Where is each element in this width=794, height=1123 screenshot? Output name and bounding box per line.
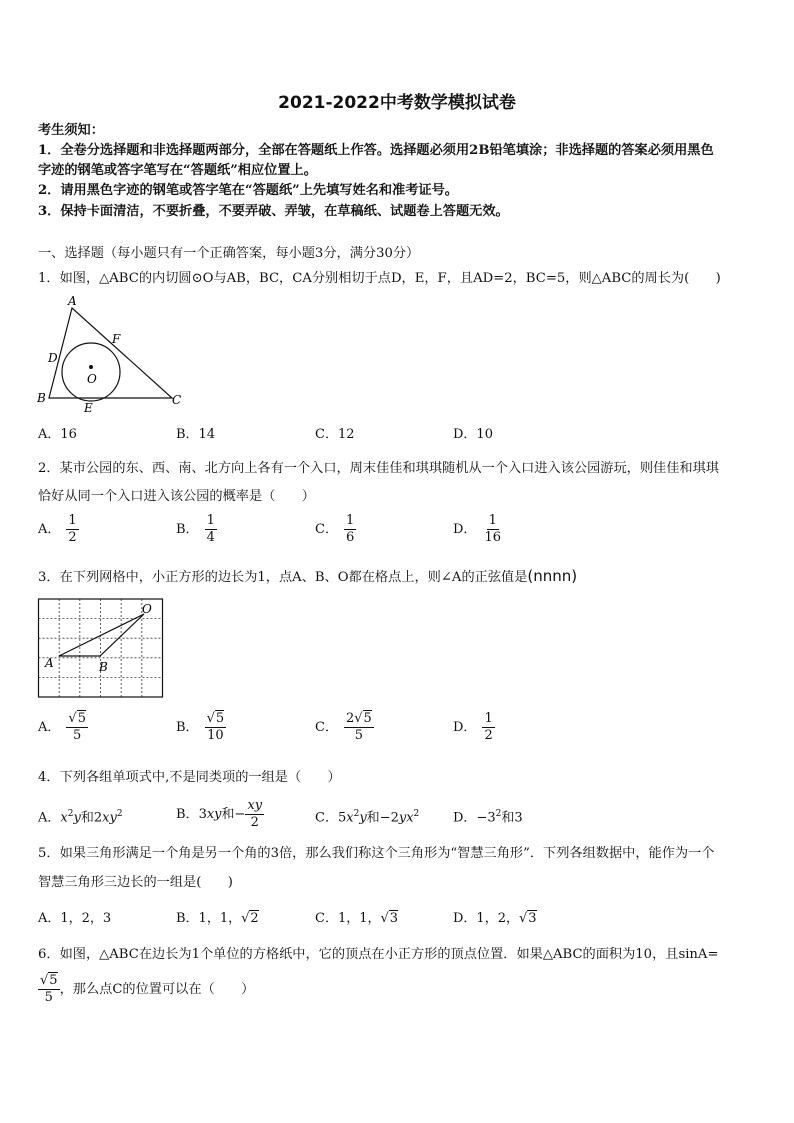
q5-option-a: A．1，2，3 [38, 911, 112, 926]
q3-option-a-letter: A． [38, 720, 61, 735]
q4-option-d-tail: 3 [514, 810, 523, 826]
q4-option-c: C．$5x^2y$和$-2yx^2$ [315, 809, 420, 826]
q5-option-d-rad: 3 [528, 911, 537, 926]
q3-option-d [453, 711, 495, 744]
q2-option-c-fraction [344, 513, 356, 546]
q2-option-d-fraction [482, 513, 503, 546]
q1-stem: 1．如图，△ABC的内切圆⊙O与AB，BC，CA分别相切于点D，E，F，且AD=2，BC=5，则△ABC的周长为( ) [38, 271, 721, 286]
q1-label-c: C [172, 393, 182, 407]
q2-option-c-letter: C． [315, 522, 338, 537]
q1-triangle-figure [34, 292, 189, 416]
q2-option-b-den: 4 [206, 530, 215, 545]
q1-label-b: B [37, 391, 46, 405]
q5-option-c: C．1，1，√3 [315, 911, 399, 926]
q3-stem [38, 566, 577, 588]
q3-option-b-den: 10 [207, 728, 224, 743]
q4-option-d-letter: D． [453, 810, 477, 826]
q1-option-d: D．10 [453, 427, 493, 442]
q4-option-c-and: 和 [366, 810, 380, 826]
q3-triangle [59, 614, 144, 656]
q6-fraction [38, 973, 60, 1006]
q6-fraction-den: 5 [44, 990, 53, 1005]
q4-option-a: A．$x^2y$和$2xy^2$ [38, 809, 123, 826]
q2-option-b-letter: B． [176, 522, 199, 537]
q3-option-a-fraction [66, 711, 88, 744]
q3-option-a-den: 5 [73, 728, 82, 743]
q6-stem-line-2 [38, 973, 254, 1006]
q3-label-a: A [45, 656, 54, 670]
q3-option-b-num: √5 [206, 711, 225, 726]
q1-label-d: D [48, 351, 58, 365]
q2-option-d-den: 16 [484, 530, 501, 545]
q2-option-b-num: 1 [206, 513, 215, 528]
q5-option-d: D．1，2，√3 [453, 911, 537, 926]
q5-option-b-letter: B．1，1， [176, 911, 242, 926]
q3-option-d-letter: D． [453, 720, 477, 735]
q3-option-b-fraction [205, 711, 227, 744]
q4-stem: 4．下列各组单项式中,不是同类项的一组是（ ） [38, 770, 341, 785]
q3-stem-text: 3．在下列网格中，小正方形的边长为1，点A、B、O都在格点上，则∠A的正弦值是 [38, 570, 528, 585]
q4-option-a-and: 和 [80, 810, 94, 826]
q6-fraction-num: √5 [40, 973, 58, 988]
q1-label-o: O [87, 372, 97, 386]
q2-option-b-fraction [205, 513, 217, 546]
q3-option-c-letter: C． [315, 720, 338, 735]
q2-option-c-num: 1 [345, 513, 355, 528]
q2-option-a-letter: A． [38, 522, 61, 537]
notice-line-1: 1．全卷分选择题和非选择题两部分，全部在答题纸上作答。选择题必须用2B铅笔填涂；非选择题的答案必须用黑色 [38, 143, 714, 158]
q3-option-b-rad: 5 [215, 711, 225, 726]
q2-option-a-den: 2 [68, 530, 77, 545]
q5-option-c-letter: C．1，1， [315, 911, 381, 926]
page-title: 2021-2022中考数学模拟试卷 [278, 93, 516, 113]
q4-option-b-fraction: $\frac{xy}{2}$ [247, 798, 263, 830]
q3-option-c-fraction [344, 711, 374, 744]
q1-label-a: A [68, 294, 77, 308]
q3-option-d-fraction [482, 711, 494, 744]
q3-option-a-num: √5 [68, 711, 86, 726]
q6-stem-tail: ，那么点C的位置可以在（ ） [59, 982, 255, 997]
q3-option-d-num: 1 [484, 711, 493, 726]
notice-line-3: 2．请用黑色字迹的钢笔或答字笔在“答题纸”上先填写姓名和准考证号。 [38, 183, 458, 198]
q2-stem-line-1: 2．某市公园的东、西、南、北方向上各有一个入口，周末佳佳和琪琪随机从一个入口进入该公园游玩，则佳佳和琪琪 [38, 461, 719, 476]
q5-option-c-rad: 3 [389, 911, 399, 926]
q3-label-o: O [142, 602, 152, 616]
q4-option-d-and: 和 [501, 810, 515, 826]
q2-option-c-den: 6 [345, 530, 355, 545]
q3-label-b: B [99, 660, 108, 674]
q6-stem-line-1: 6．如图，△ABC在边长为1个单位的方格纸中，它的顶点在小正方形的顶点位置．如果△ABC的面积为10，且sinA= [38, 947, 719, 962]
q4-option-b-and: 和 [221, 807, 235, 822]
q3-option-c-coef: 2 [345, 711, 355, 726]
q2-option-a [38, 513, 79, 546]
q2-option-d-letter: D． [453, 522, 477, 537]
q1-center-dot [89, 365, 93, 369]
q2-option-d [453, 513, 503, 546]
notice-line-2: 字迹的钢笔或答字笔写在“答题纸”相应位置上。 [38, 163, 317, 178]
q3-grid-figure [36, 596, 166, 700]
q3-option-c-rad: 5 [363, 711, 372, 726]
q3-option-b [176, 711, 226, 744]
q1-option-c: C．12 [315, 427, 355, 442]
q2-option-a-num: 1 [68, 513, 77, 528]
q5-option-b: B．1，1，√2 [176, 911, 259, 926]
q3-option-c [315, 711, 374, 744]
q3-option-b-letter: B． [176, 720, 199, 735]
q4-option-b: B．3xy和− $\frac{xy}{2}$ [176, 798, 263, 830]
q1-label-e: E [84, 401, 93, 415]
q6-fraction-rad: 5 [49, 973, 58, 988]
q2-stem-line-2: 恰好从同一个入口进入该公园的概率是（ ） [38, 489, 315, 504]
q2-option-b [176, 513, 217, 546]
q3-stem-paren: (nnnn) [527, 567, 578, 585]
q5-stem-line-2: 智慧三角形三边长的一组是( ) [38, 875, 233, 890]
q5-option-d-letter: D．1，2， [453, 911, 519, 926]
q2-option-a-fraction [66, 513, 78, 546]
q2-option-d-num: 1 [488, 513, 497, 528]
q1-option-a: A．16 [38, 427, 77, 442]
q1-triangle [49, 308, 172, 398]
notice-heading: 考生须知： [38, 123, 104, 138]
q5-option-b-rad: 2 [250, 911, 259, 926]
q3-option-a-rad: 5 [77, 711, 86, 726]
q4-option-d: D．$-3^2$和3 [453, 809, 523, 826]
q1-label-f: F [112, 332, 121, 346]
q3-option-a [38, 711, 88, 744]
q1-option-b: B．14 [176, 427, 216, 442]
q5-stem-line-1: 5．如果三角形满足一个角是另一个角的3倍，那么我们称这个三角形为“智慧三角形”．下列各组数据中，能作为一个 [38, 846, 715, 861]
q2-option-c [315, 513, 356, 546]
q4-option-b-letter: B． [176, 807, 199, 822]
q3-option-d-den: 2 [484, 728, 493, 743]
q4-option-c-letter: C． [315, 810, 338, 826]
section-heading: 一、选择题（每小题只有一个正确答案，每小题3分，满分30分） [38, 246, 420, 261]
q3-option-c-num: 2√5 [345, 711, 372, 726]
notice-line-4: 3．保持卡面清洁，不要折叠，不要弄破、弄皱，在草稿纸、试题卷上答题无效。 [38, 204, 509, 219]
q4-option-a-letter: A． [38, 810, 61, 826]
q3-option-c-den: 5 [354, 728, 364, 743]
